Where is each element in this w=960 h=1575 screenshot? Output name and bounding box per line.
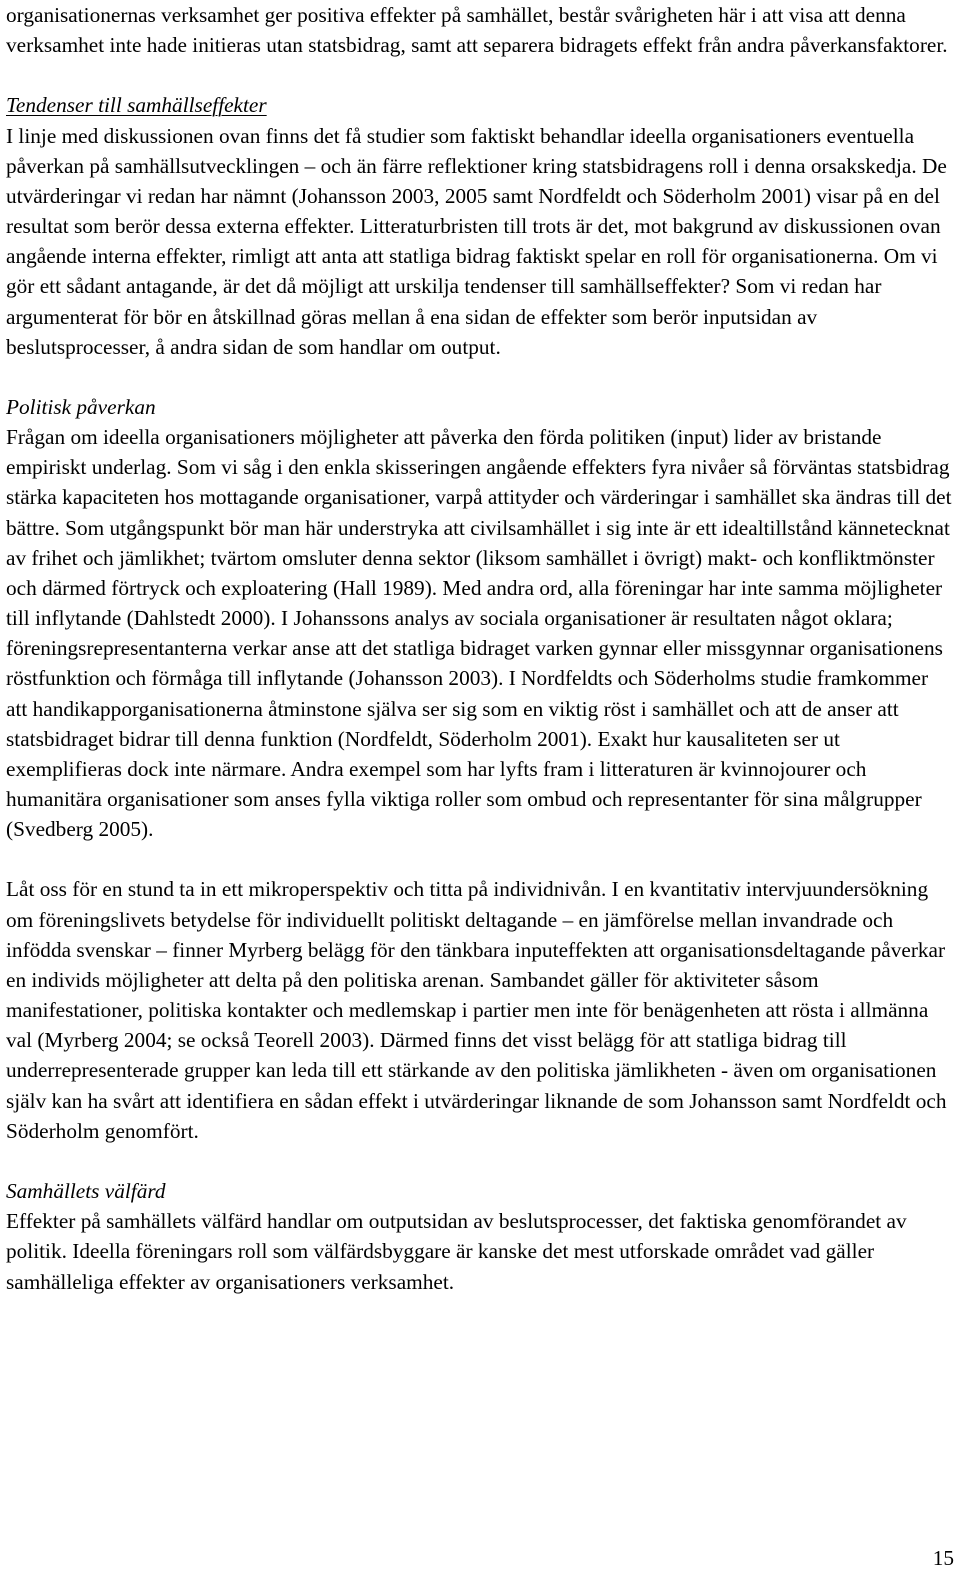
section-paragraph-politisk-paverkan-2: Låt oss för en stund ta in ett mikroperspektiv och titta på individnivån. I en kvantitativ intervjuundersökning om föreningslivets betydelse för individuellt politiskt deltagande – en jämförelse mellan invandrade och infödda svenskar – finner Myrberg belägg för den tänkbara inputeffekten att organisationsdeltagande påverkar en individs möjligheter att delta på den politiska arenan. Sambandet gäller för aktiviteter såsom manifestationer, politiska kontakter och medlemskap i partier men inte för benägenheten att rösta i allmänna val (Myrberg 2004; se också Teorell 2003). Därmed finns det visst belägg för att statliga bidrag till underrepresenterade grupper kan leda till ett stärkande av den politiska jämlikheten - även om organisationen själv kan ha svårt att identifiera en sådan effekt i utvärderingar liknande de som Johansson samt Nordfeldt och Söderholm genomfört. (6, 877, 947, 1143)
paragraph-gap (6, 844, 954, 874)
page-number: 15 (932, 1546, 954, 1570)
section-heading-tendenser: Tendenser till samhällseffekter (6, 93, 267, 118)
section-paragraph-tendenser: I linje med diskussionen ovan finns det få studier som faktiskt behandlar ideella organisationers eventuella påverkan på samhällsutvecklingen – och än färre reflektioner kring statsbidragens roll i denna orsakskedja. De utvärderingar vi redan har nämnt (Johansson 2003, 2005 samt Nordfeldt och Söderholm 2001) visar på en del resultat som berör dessa externa effekter. Litteraturbristen till trots är det, mot bakgrund av diskussionen ovan angående interna effekter, rimligt att anta att statliga bidrag faktiskt spelar en roll för organisationerna. Om vi gör ett sådant antagande, är det då möjligt att urskilja tendenser till samhällseffekter? Som vi redan har argumenterat för bör en åtskillnad göras mellan å ena sidan de effekter som berör inputsidan av beslutsprocesser, å andra sidan de som handlar om output. (6, 123, 947, 359)
paragraph-gap (6, 1146, 954, 1176)
section-heading-politisk-paverkan: Politisk påverkan (6, 395, 156, 419)
intro-paragraph: organisationernas verksamhet ger positiva effekter på samhället, består svårigheten här i att visa att denna verksamhet inte hade initieras utan statsbidrag, samt att separera bidragets effekt från andra påverkansfaktorer. (6, 3, 948, 58)
section-heading-samhallets-valfard: Samhällets välfärd (6, 1179, 166, 1204)
paragraph-gap (6, 362, 954, 392)
section-paragraph-politisk-paverkan-1: Frågan om ideella organisationers möjligheter att påverka den förda politiken (input) lider av bristande empiriskt underlag. Som vi såg i den enkla skisseringen angående effekters fyra nivåer så förväntas statsbidrag stärka kapaciteten hos mottagande organisationer, varpå attityder och värderingar i samhället ska ändras till det bättre. Som utgångspunkt bör man här understryka att civilsamhället i sig inte är ett idealtillstånd kännetecknat av frihet och jämlikhet; tvärtom omsluter denna sektor (liksom samhället i övrigt) makt- och konfliktmönster och därmed förtryck och exploatering (Hall 1989). Med andra ord, alla föreningar har inte samma möjligheter till inflytande (Dahlstedt 2000). I Johanssons analys av sociala organisationer är resultaten något oklara; föreningsrepresentanterna verkar anse att det statliga bidraget varken gynnar eller missgynnar organisationens röstfunktion och förmåga till inflytande (Johansson 2003). I Nordfeldts och Söderholms studie framkommer att handikapporganisationerna åtminstone själva ser sig som en viktig röst i samhället och att de anser att statsbidraget bidrar till denna funktion (Nordfeldt, Söderholm 2001). Exakt hur kausaliteten ser ut exemplifieras dock inte närmare. Andra exempel som har lyfts fram i litteraturen är kvinnojourer och humanitära organisationer som anses fylla viktiga roller som ombud och representanter för sina målgrupper (Svedberg 2005). (6, 425, 952, 842)
document-page (6, 0, 954, 1297)
paragraph-gap (6, 60, 954, 90)
section-paragraph-samhallets-valfard: Effekter på samhällets välfärd handlar om outputsidan av beslutsprocesser, det faktiska genomförandet av politik. Ideella föreningars roll som välfärdsbyggare är kanske det mest utforskade området vad gäller samhälleliga effekter av organisationers verksamhet. (6, 1209, 907, 1294)
